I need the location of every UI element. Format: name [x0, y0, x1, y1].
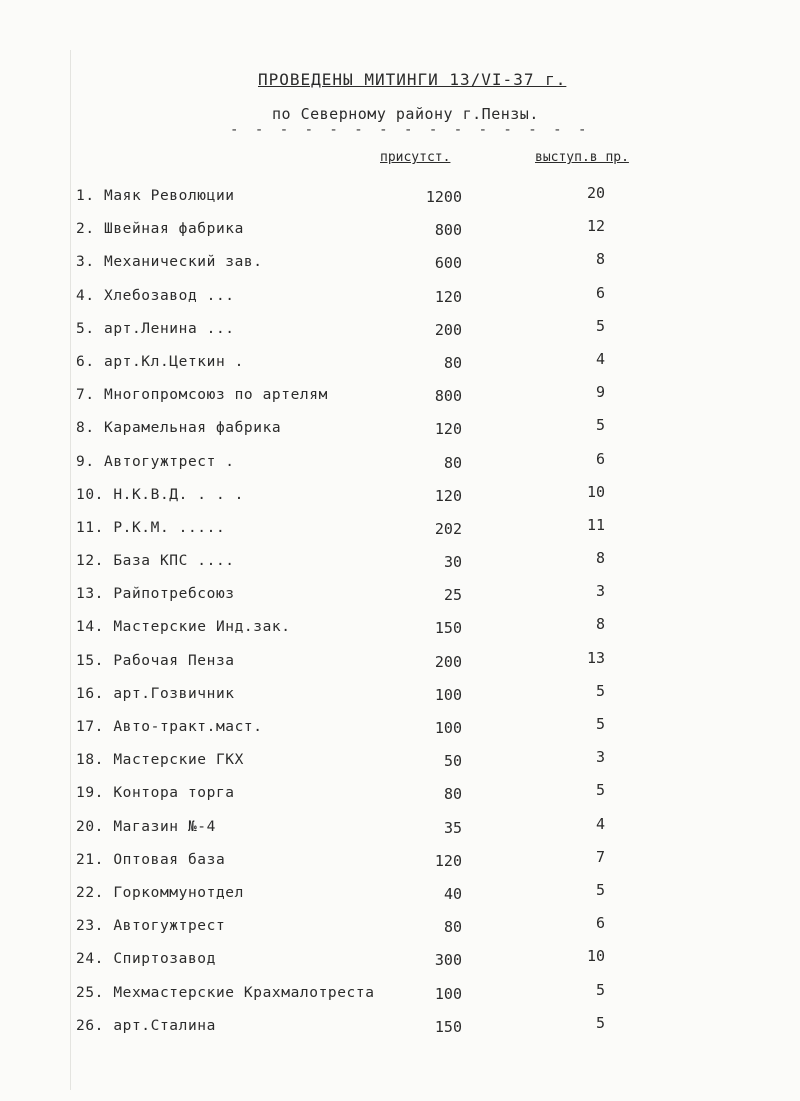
row-label: 23. Автогужтрест [76, 918, 226, 935]
row-present: 150 [434, 1017, 462, 1036]
row-label: 24. Спиртозавод [76, 951, 216, 968]
document-title: ПРОВЕДЕНЫ МИТИНГИ 13/VI-37 г. [258, 70, 567, 89]
list-item [0, 1014, 800, 1047]
row-label: 14. Мастерские Инд.зак. [76, 619, 291, 636]
list-item [0, 582, 800, 615]
row-speakers: 9 [595, 383, 605, 402]
row-label: 9. Автогужтрест . [76, 453, 235, 470]
row-speakers: 11 [586, 515, 605, 534]
row-speakers: 8 [595, 250, 605, 269]
row-speakers: 5 [595, 880, 605, 899]
row-present: 40 [443, 884, 462, 903]
row-speakers: 3 [595, 582, 605, 601]
row-label: 21. Оптовая база [76, 851, 226, 868]
row-label: 13. Райпотребсоюз [76, 586, 235, 603]
row-label: 12. База КПС .... [76, 553, 235, 570]
meetings-list [0, 184, 800, 1047]
row-present: 80 [443, 785, 462, 804]
row-label: 19. Контора торга [76, 785, 235, 802]
row-speakers: 5 [595, 1013, 605, 1032]
row-label: 22. Горкоммунотдел [76, 884, 244, 901]
row-present: 150 [434, 619, 462, 638]
list-item [0, 317, 800, 350]
row-present: 30 [443, 553, 462, 572]
row-present: 120 [434, 287, 462, 306]
list-item [0, 217, 800, 250]
row-label: 16. арт.Гозвичник [76, 685, 235, 702]
row-speakers: 12 [586, 217, 605, 236]
row-present: 800 [434, 387, 462, 406]
column-header-present: присутст. [380, 150, 451, 165]
row-present: 80 [443, 918, 462, 937]
list-item [0, 516, 800, 549]
row-label: 15. Рабочая Пенза [76, 652, 235, 669]
column-header-speakers: выступ.в пр. [535, 150, 629, 165]
row-speakers: 7 [595, 847, 605, 866]
row-label: 5. арт.Ленина ... [76, 320, 235, 337]
row-present: 120 [434, 486, 462, 505]
row-present: 300 [434, 951, 462, 970]
row-label: 2. Швейная фабрика [76, 221, 244, 238]
row-speakers: 8 [595, 615, 605, 634]
row-present: 35 [443, 818, 462, 837]
list-item [0, 416, 800, 449]
row-present: 200 [434, 320, 462, 339]
list-item [0, 947, 800, 980]
row-label: 8. Карамельная фабрика [76, 420, 282, 437]
row-speakers: 5 [595, 316, 605, 335]
row-speakers: 10 [586, 482, 605, 501]
row-label: 10. Н.К.В.Д. . . . [76, 486, 244, 503]
row-label: 6. арт.Кл.Цеткин . [76, 353, 244, 370]
list-item [0, 748, 800, 781]
list-item [0, 914, 800, 947]
row-label: 1. Маяк Революции [76, 188, 235, 204]
row-label: 26. арт.Сталина [76, 1017, 216, 1034]
row-present: 120 [434, 420, 462, 439]
row-speakers: 5 [595, 980, 605, 999]
row-label: 18. Мастерские ГКХ [76, 752, 244, 769]
row-label: 17. Авто-тракт.маст. [76, 719, 263, 735]
row-present: 25 [443, 586, 462, 605]
row-speakers: 10 [586, 947, 605, 966]
list-item [0, 781, 800, 814]
row-speakers: 5 [595, 416, 605, 435]
row-speakers: 5 [595, 781, 605, 800]
row-present: 100 [434, 719, 462, 737]
list-item [0, 350, 800, 383]
row-speakers: 5 [595, 681, 605, 700]
list-item [0, 450, 800, 483]
list-item [0, 848, 800, 881]
row-label: 4. Хлебозавод ... [76, 287, 235, 304]
list-item [0, 615, 800, 648]
row-label: 3. Механический зав. [76, 254, 263, 271]
row-speakers: 6 [595, 449, 605, 468]
row-present: 120 [434, 851, 462, 870]
row-present: 80 [443, 453, 462, 472]
row-speakers: 6 [595, 914, 605, 933]
separator-line: - - - - - - - - - - - - - - - [230, 122, 591, 138]
list-item [0, 715, 800, 748]
row-speakers: 4 [595, 349, 605, 368]
list-item [0, 483, 800, 516]
row-label: 11. Р.К.М. ..... [76, 519, 226, 536]
list-item [0, 383, 800, 416]
row-present: 600 [434, 254, 462, 273]
row-speakers: 5 [595, 715, 605, 733]
row-speakers: 6 [595, 283, 605, 302]
row-label: 20. Магазин №-4 [76, 818, 216, 835]
row-present: 202 [434, 519, 462, 538]
list-item [0, 881, 800, 914]
row-speakers: 3 [595, 748, 605, 767]
row-speakers: 20 [586, 184, 605, 202]
list-item [0, 682, 800, 715]
list-item [0, 284, 800, 317]
list-item [0, 981, 800, 1014]
document-subtitle: по Северному району г.Пензы. [272, 105, 539, 123]
list-item [0, 184, 800, 217]
list-item [0, 815, 800, 848]
list-item [0, 250, 800, 283]
row-present: 800 [434, 221, 462, 240]
row-label: 25. Мехмастерские Крахмалотреста [76, 984, 375, 1001]
row-present: 100 [434, 685, 462, 704]
row-present: 200 [434, 652, 462, 671]
row-speakers: 8 [595, 549, 605, 568]
row-speakers: 13 [586, 648, 605, 667]
row-present: 80 [443, 353, 462, 372]
row-present: 50 [443, 752, 462, 771]
row-present: 100 [434, 984, 462, 1003]
row-speakers: 4 [595, 814, 605, 833]
list-item [0, 649, 800, 682]
row-present: 1200 [425, 188, 462, 206]
row-label: 7. Многопромсоюз по артелям [76, 387, 328, 404]
list-item [0, 549, 800, 582]
